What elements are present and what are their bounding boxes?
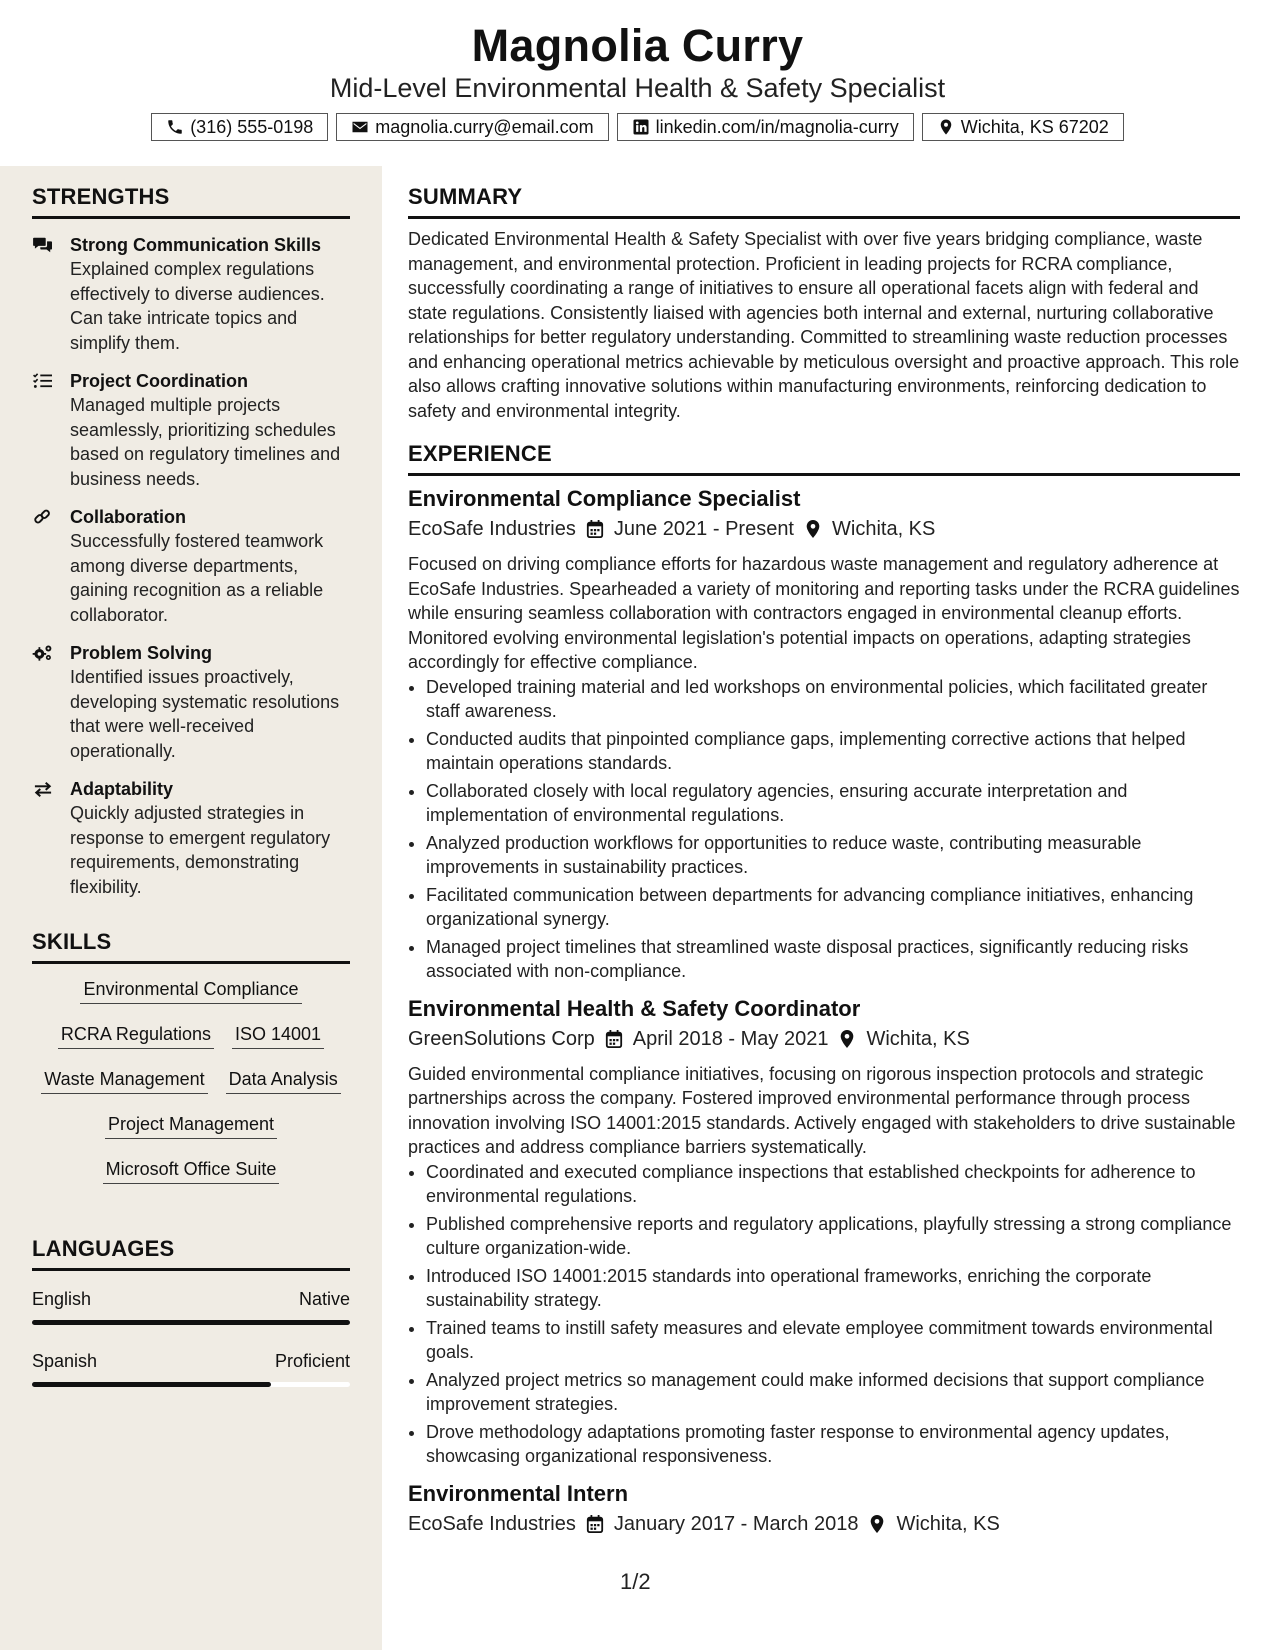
- job-description: Focused on driving compliance efforts for hazardous waste management and regulatory adherence at EcoSafe Industries. Spearheaded a variety of monitoring and reporting tasks under the RCRA guidelines while ensuring seamless collaboration with contractors engaged in environmental cleanup efforts. Monitored evolving environmental legislation's potential impacts on operations, adapting strategies accordingly for effective compliance.: [408, 554, 1240, 672]
- skill-tag: Data Analysis: [226, 1068, 341, 1094]
- comments-icon: [32, 236, 54, 254]
- job-company: EcoSafe Industries: [408, 1512, 576, 1535]
- strength-description: Identified issues proactively, developing systematic resolutions that were well-received operationally.: [70, 667, 340, 761]
- job-title: Environmental Compliance Specialist: [408, 486, 801, 511]
- candidate-headline: Mid-Level Environmental Health & Safety Specialist: [329, 73, 946, 103]
- job-location: Wichita, KS: [832, 518, 936, 540]
- phone-icon: [166, 118, 184, 136]
- calendar-icon: [605, 1029, 623, 1049]
- strength-title: Adaptability: [70, 779, 174, 799]
- language-level: Proficient: [274, 1351, 350, 1371]
- contact-linkedin[interactable]: [617, 113, 914, 141]
- job-bullet: • Facilitated communication between departments for advancing compliance initiatives, enhancing organizational synergy.: [426, 883, 1240, 932]
- job-bullet: • Analyzed project metrics so management could make informed decisions that support compliance improvement strategies.: [426, 1368, 1240, 1417]
- skill-tag: Environmental Compliance: [80, 978, 301, 1004]
- skill-tag: ISO 14001: [232, 1023, 324, 1049]
- job-meta: [408, 1509, 1240, 1539]
- strength-description: Managed multiple projects seamlessly, prioritizing schedules based on regulatory timelines and business needs.: [70, 395, 341, 489]
- skill-tag: Waste Management: [41, 1068, 207, 1094]
- strength-item: [32, 777, 350, 899]
- linkedin-icon: [632, 118, 650, 136]
- calendar-icon: [586, 519, 604, 539]
- calendar-icon: [586, 1514, 604, 1534]
- envelope-icon: [351, 118, 369, 136]
- job-entry: [408, 994, 1240, 1469]
- job-bullet: • Collaborated closely with local regulatory agencies, ensuring accurate interpretation and implementation of environmental regulations.: [426, 779, 1240, 828]
- job-dates: June 2021 - Present: [613, 518, 794, 540]
- job-bullets: [408, 675, 1240, 984]
- job-bullet: • Coordinated and executed compliance inspections that established checkpoints for adherence to environmental regulations.: [426, 1160, 1240, 1209]
- job-description: Guided environmental compliance initiatives, focusing on rigorous inspection protocols and strategic partnerships across the company. Fostered improved environmental performance through process innovation involving ISO 14001:2015 standards. Actively engaged with stakeholders to drive sustainable practices and address compliance barriers systematically.: [408, 1063, 1236, 1157]
- contact-bar: [0, 113, 1275, 141]
- summary-text: Dedicated Environmental Health & Safety Specialist with over five years bridging compliance, waste management, and environmental protection. Proficient in leading projects for RCRA compliance, successfully coordinating a range of initiatives to ensure all operational facets align with federal and state regulations. Consistently liaised with agencies both internal and external, nurturing collaborative relationships for better regulatory understanding. Committed to streamlining waste reduction processes and enhancing operational metrics achievable by meticulous oversight and proactive approach. This role also allows crafting innovative solutions within manufacturing environments, reinforcing dedication to safety and environmental integrity.: [408, 229, 1240, 421]
- language-item: [32, 1289, 350, 1325]
- skills-section: [32, 929, 350, 1184]
- skill-tag: RCRA Regulations: [58, 1023, 214, 1049]
- language-bar: [32, 1382, 350, 1387]
- candidate-name: Magnolia Curry: [471, 20, 804, 71]
- skill-tag: Microsoft Office Suite: [103, 1158, 280, 1184]
- strength-title: Collaboration: [70, 507, 186, 527]
- language-bar-fill: [32, 1382, 271, 1387]
- map-pin-icon: [868, 1514, 886, 1534]
- language-bar: [32, 1320, 350, 1325]
- strength-description: Successfully fostered teamwork among diverse departments, gaining recognition as a reliable collaborator.: [70, 531, 324, 625]
- job-entry: [408, 484, 1240, 984]
- job-title: Environmental Intern: [408, 1480, 629, 1506]
- language-item: [32, 1351, 350, 1387]
- job-entry: [408, 1479, 1240, 1539]
- gears-icon: [32, 644, 54, 662]
- language-name: English: [32, 1289, 92, 1309]
- job-dates: January 2017 - March 2018: [613, 1512, 859, 1535]
- contact-email[interactable]: [336, 113, 608, 141]
- experience-title: EXPERIENCE: [408, 441, 1240, 476]
- map-pin-icon: [804, 519, 822, 539]
- skill-tag: Project Management: [105, 1113, 277, 1139]
- job-dates: April 2018 - May 2021: [632, 1027, 829, 1050]
- strength-item: [32, 505, 350, 627]
- strengths-section: [32, 184, 350, 913]
- job-location: Wichita, KS: [866, 1027, 970, 1050]
- strength-item: [32, 369, 350, 491]
- link-icon: [32, 508, 54, 526]
- job-location: Wichita, KS: [896, 1512, 1000, 1535]
- strength-item: [32, 641, 350, 763]
- main-content: [408, 166, 1240, 1539]
- summary-title: SUMMARY: [408, 184, 1240, 219]
- strength-title: Strong Communication Skills: [70, 235, 322, 255]
- job-bullet: • Conducted audits that pinpointed compliance gaps, implementing corrective actions that helped maintain operations standards.: [426, 727, 1240, 776]
- contact-phone-text: (316) 555-0198: [190, 116, 314, 137]
- strengths-title: STRENGTHS: [32, 184, 350, 219]
- resume-header: [0, 0, 1275, 166]
- strength-description: Quickly adjusted strategies in response to emergent regulatory requirements, demonstrating flexibility.: [70, 803, 331, 897]
- job-bullet: • Introduced ISO 14001:2015 standards into operational frameworks, enriching the corporate sustainability strategy.: [426, 1264, 1240, 1313]
- map-pin-icon: [838, 1029, 856, 1049]
- strength-item: [32, 233, 350, 355]
- job-company: GreenSolutions Corp: [408, 1027, 595, 1050]
- job-bullet: • Developed training material and led workshops on environmental policies, which facilitated greater staff awareness.: [426, 675, 1240, 724]
- contact-location-text: Wichita, KS 67202: [960, 116, 1109, 137]
- strength-title: Problem Solving: [70, 643, 213, 663]
- skills-title: SKILLS: [32, 929, 350, 964]
- job-bullet: • Analyzed production workflows for opportunities to reduce waste, contributing measurable improvements in sustainability practices.: [426, 831, 1240, 880]
- skills-list: [32, 978, 350, 1184]
- job-bullet: • Managed project timelines that streamlined waste disposal practices, significantly reducing risks associated with non-compliance.: [426, 935, 1240, 984]
- job-bullet: • Trained teams to instill safety measures and elevate employee commitment towards environmental goals.: [426, 1316, 1240, 1365]
- job-bullet: • Drove methodology adaptations promoting faster response to environmental agency updates, showcasing organizational responsiveness.: [426, 1420, 1240, 1469]
- languages-section: [32, 1236, 350, 1387]
- experience-section: [408, 441, 1240, 1539]
- strength-title: Project Coordination: [70, 371, 249, 391]
- language-level: Native: [298, 1289, 350, 1309]
- contact-linkedin-text: linkedin.com/in/magnolia-curry: [655, 116, 899, 137]
- summary-section: [408, 184, 1240, 423]
- job-meta: [408, 514, 1240, 544]
- job-bullet: • Published comprehensive reports and regulatory applications, playfully stressing a strong compliance culture organization-wide.: [426, 1212, 1240, 1261]
- contact-phone[interactable]: [151, 113, 328, 141]
- job-company: EcoSafe Industries: [408, 518, 576, 540]
- contact-location: [922, 113, 1124, 141]
- job-meta: [408, 1024, 1240, 1054]
- job-bullets: [408, 1160, 1240, 1469]
- language-bar-fill: [32, 1320, 350, 1325]
- sidebar: [0, 166, 382, 1650]
- contact-email-text: magnolia.curry@email.com: [375, 116, 594, 137]
- strength-description: Explained complex regulations effectively to diverse audiences. Can take intricate topics and simplify them.: [70, 259, 325, 353]
- arrows-exchange-icon: [32, 780, 54, 798]
- list-check-icon: [32, 372, 54, 390]
- page-number: 1/2: [620, 1569, 651, 1594]
- languages-title: LANGUAGES: [32, 1236, 350, 1271]
- job-title: Environmental Health & Safety Coordinator: [408, 995, 861, 1021]
- language-name: Spanish: [32, 1351, 98, 1371]
- map-pin-icon: [937, 118, 955, 136]
